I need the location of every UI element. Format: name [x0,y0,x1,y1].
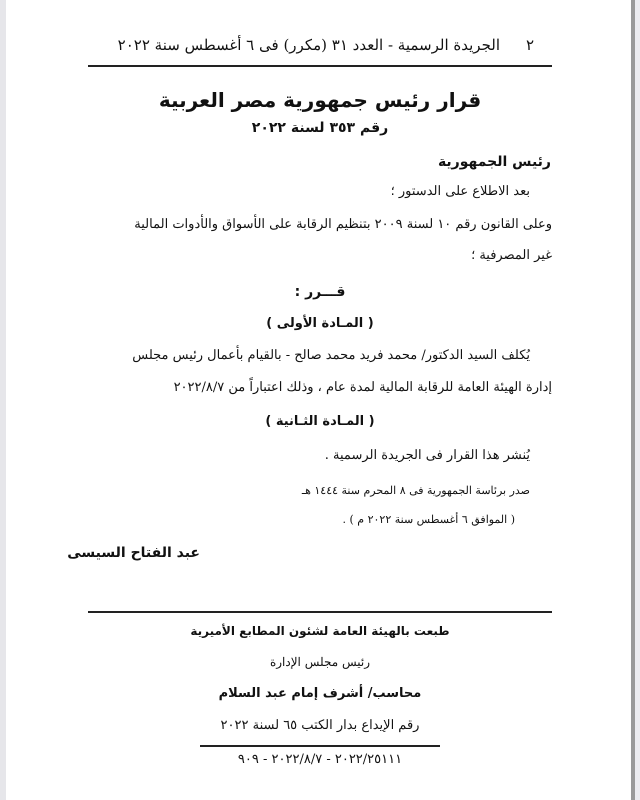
signature: عبد الفتاح السيسى [67,545,200,561]
deposit-rule [200,745,440,747]
print-code: ٢٠٢٢/٢٥١١١ - ٢٠٢٢/٨/٧ - ٩٠٩ [237,752,403,767]
page-edge-left [0,0,6,800]
article-2-heading: ( المـادة الثـانية ) [265,414,375,429]
decree-title: قرار رئيس جمهورية مصر العربية [158,88,482,112]
issued-at-line: صدر برئاسة الجمهورية فى ٨ المحرم سنة ١٤٤٤ هـ [301,484,530,497]
issuer-heading: رئيس الجمهورية [437,154,551,170]
header-rule [88,65,552,67]
article-1-line: إدارة الهيئة العامة للرقابة المالية لمدة عام ، وذلك اعتباراً من ٢٠٢٢/٨/٧ [173,380,552,395]
article-1-line: يُكلف السيد الدكتور/ محمد فريد محمد صالح - بالقيام بأعمال رئيس مجلس [132,348,530,363]
decree-number: رقم ٣٥٣ لسنة ٢٠٢٢ [251,120,389,136]
article-1-heading: ( المـادة الأولى ) [266,316,374,331]
article-2-line: يُنشر هذا القرار فى الجريدة الرسمية . [324,448,530,463]
page-number: ٢ [525,36,535,54]
footer-rule [88,611,552,613]
preamble-line: غير المصرفية ؛ [471,248,552,263]
chairman-title: رئيس مجلس الإدارة [269,655,371,669]
preamble-line: وعلى القانون رقم ١٠ لسنة ٢٠٠٩ بتنظيم الرقابة على الأسواق والأدوات المالية [134,217,552,232]
printed-by: طبعت بالهيئة العامة لشئون المطابع الأميرية [190,624,450,638]
deposit-number: رقم الإيداع بدار الكتب ٦٥ لسنة ٢٠٢٢ [220,718,420,733]
running-header-title: الجريدة الرسمية - العدد ٣١ (مكرر) فى ٦ أغسطس سنة ٢٠٢٢ [117,36,500,54]
decided-heading: قـــرر : [294,284,346,300]
chairman-name: محاسب/ أشرف إمام عبد السلام [218,686,422,701]
issued-at-line: ( الموافق ٦ أغسطس سنة ٢٠٢٢ م ) . [342,513,515,526]
preamble-line: بعد الاطلاع على الدستور ؛ [390,184,530,199]
page-edge-right-outer [635,0,640,800]
